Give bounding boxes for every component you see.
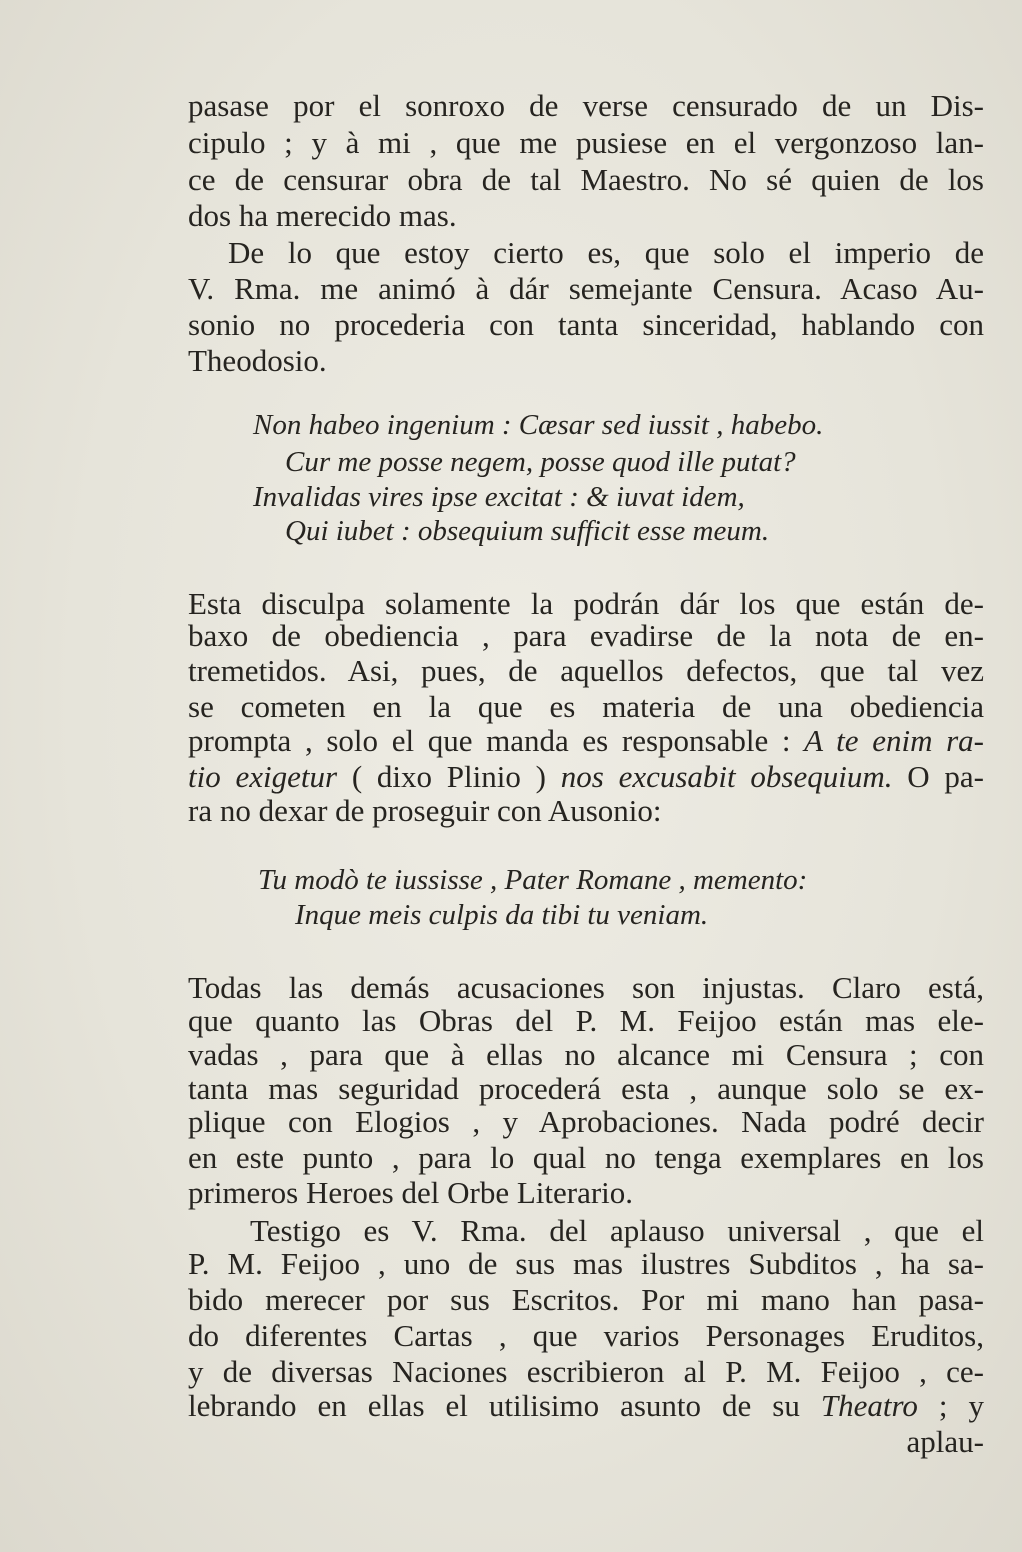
text-run: O pa- [892, 759, 984, 794]
text-run: prompta , solo el que manda es responsable : [188, 723, 805, 758]
verse-line: Inque meis culpis da tibi tu veniam. [295, 899, 709, 931]
text-line: cipulo ; y à mi , que me pusiese en el vergonzoso lan- [188, 125, 984, 160]
text-line: P. M. Feijoo , uno de sus mas ilustres Subditos , ha sa- [188, 1246, 984, 1281]
text-line: dos ha merecido mas. [188, 198, 457, 233]
text-line: do diferentes Cartas , que varios Personages Eruditos, [188, 1318, 984, 1353]
text-line: se cometen en la que es materia de una obediencia [188, 689, 984, 724]
catchword: aplau- [906, 1424, 984, 1459]
text-line [188, 723, 984, 759]
text-line: en este punto , para lo qual no tenga exemplares en los [188, 1140, 984, 1175]
text-line: primeros Heroes del Orbe Literario. [188, 1175, 634, 1210]
text-line: pasase por el sonroxo de verse censurado de un Dis- [188, 88, 984, 123]
text-line: ra no dexar de proseguir con Ausonio: [188, 793, 662, 828]
text-line: Testigo es V. Rma. del aplauso universal , que el [250, 1213, 984, 1248]
text-line: sonio no procederia con tanta sinceridad, hablando con [188, 307, 984, 342]
italic-text-run: tio exigetur [188, 759, 338, 794]
verse-line: Cur me posse negem, posse quod ille putat? [285, 446, 796, 478]
text-run: lebrando en ellas el utilisimo asunto de su [188, 1388, 821, 1423]
text-line: tanta mas seguridad procederá esta , aunque solo se ex- [188, 1071, 984, 1106]
text-line: ce de censurar obra de tal Maestro. No sé quien de los [188, 162, 984, 197]
text-line: vadas , para que à ellas no alcance mi Censura ; con [188, 1037, 984, 1072]
verse-line: Non habeo ingenium : Cæsar sed iussit , habebo. [253, 409, 824, 441]
text-line: Esta disculpa solamente la podrán dár los que están de- [188, 586, 984, 621]
verse-line: Tu modò te iussisse , Pater Romane , memento: [258, 864, 808, 896]
italic-text-run: nos excusabit obsequium. [560, 759, 893, 794]
text-line: Todas las demás acusaciones son injustas. Claro está, [188, 970, 984, 1005]
text-run: ( dixo Plinio ) [337, 759, 561, 794]
italic-text-run: A te enim ra- [804, 723, 984, 758]
verse-line: Qui iubet : obsequium sufficit esse meum. [285, 515, 770, 547]
text-line: bido merecer por sus Escritos. Por mi mano han pasa- [188, 1282, 984, 1317]
verse-line: Invalidas vires ipse excitat : & iuvat idem, [253, 481, 745, 513]
text-line: tremetidos. Asi, pues, de aquellos defectos, que tal vez [188, 653, 984, 688]
italic-text-run: Theatro [820, 1388, 918, 1423]
text-line: Theodosio. [188, 343, 327, 378]
text-line [188, 759, 984, 795]
text-run: ; y [917, 1388, 984, 1423]
text-line [188, 1388, 984, 1424]
text-line: De lo que estoy cierto es, que solo el imperio de [228, 235, 984, 270]
text-line: V. Rma. me animó à dár semejante Censura. Acaso Au- [188, 271, 984, 306]
text-line: y de diversas Naciones escribieron al P. M. Feijoo , ce- [188, 1354, 984, 1389]
text-line: que quanto las Obras del P. M. Feijoo están mas ele- [188, 1003, 984, 1038]
text-line: baxo de obediencia , para evadirse de la nota de en- [188, 618, 984, 653]
text-line: plique con Elogios , y Aprobaciones. Nada podré decir [188, 1104, 984, 1139]
